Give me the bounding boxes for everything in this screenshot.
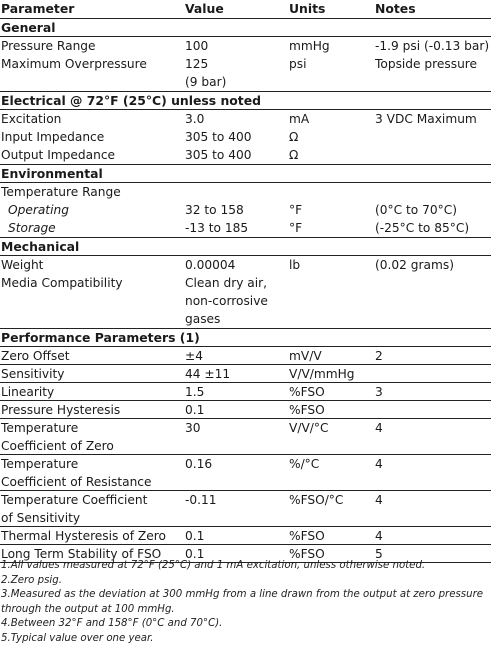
footnote: 1.All values measured at 72°F (25°C) and 1 mA excitation, unless otherwise noted. [1, 560, 426, 571]
section-header-row [0, 329, 491, 347]
table-row [0, 401, 491, 419]
parameter-cell: Thermal Hysteresis of Zero [1, 529, 166, 543]
temperature-operating-units: °F [289, 203, 303, 217]
temperature-operating-label: Operating [8, 203, 69, 217]
notes-cell: 3 VDC Maximum [375, 112, 477, 126]
section-title: Mechanical [1, 239, 80, 254]
notes-cell: 4 [375, 493, 383, 507]
notes-cell: (0.02 grams) [375, 258, 454, 272]
parameter-cell: Temperature Coefficient of Resistance [1, 457, 152, 489]
units-cell: mmHg psi [289, 39, 330, 71]
table-row [0, 455, 491, 491]
units-cell: %FSO [289, 529, 325, 543]
parameter-cell: Temperature Coefficient of Zero [1, 421, 114, 453]
value-cell: 0.16 [185, 457, 213, 471]
temperature-operating-value: 32 to 158 [185, 203, 244, 217]
notes-cell: 2 [375, 349, 383, 363]
section-header-row [0, 165, 491, 183]
section-title: Electrical @ 72°F (25°C) unless noted [1, 93, 261, 108]
footnote: 5.Typical value over one year. [1, 632, 154, 644]
temperature-storage-units: °F [289, 221, 303, 235]
value-cell: 0.1 [185, 403, 205, 417]
parameter-cell: Excitation Input Impedance Output Impedance [1, 112, 116, 162]
value-cell: 3.0 305 to 400 305 to 400 [185, 112, 252, 162]
table-row [0, 491, 491, 527]
table-row [0, 347, 491, 365]
section-title: Performance Parameters (1) [1, 330, 200, 345]
units-cell: mA Ω Ω [289, 112, 310, 162]
value-cell: 44 ±11 [185, 367, 231, 381]
table-row [0, 365, 491, 383]
parameter-cell: Zero Offset [1, 349, 70, 363]
value-cell: 1.5 [185, 385, 205, 399]
notes-cell: -1.9 psi (-0.13 bar) Topside pressure [375, 39, 490, 71]
temperature-storage-label: Storage [8, 221, 56, 235]
value-cell: 30 [185, 421, 201, 435]
table-header-row [0, 0, 491, 19]
section-header-row [0, 92, 491, 110]
table-row [0, 383, 491, 401]
footnote: 3.Measured as the deviation at 300 mmHg from a line drawn from the output at zero pressure through the output at 100 mmHg. [1, 589, 484, 615]
parameter-cell: Weight Media Compatibility [1, 258, 123, 290]
section-title: General [1, 20, 56, 35]
units-cell: %FSO [289, 385, 325, 399]
footnotes [1, 559, 490, 647]
notes-cell: 4 [375, 457, 383, 471]
parameter-cell: Pressure Hysteresis [1, 403, 121, 417]
parameter-cell: Pressure Range Maximum Overpressure [1, 39, 147, 71]
value-cell: 100 125 (9 bar) [185, 39, 227, 89]
temperature-storage-notes: (-25°C to 85°C) [375, 221, 470, 235]
value-cell: 0.1 [185, 547, 205, 561]
parameter-cell: Long Term Stability of FSO [1, 547, 162, 561]
section-header-row [0, 238, 491, 256]
units-cell: %FSO [289, 403, 325, 417]
parameter-cell: Temperature Range [1, 185, 121, 199]
value-cell: ±4 [185, 349, 203, 363]
value-cell: -0.11 [185, 493, 217, 507]
units-cell: V/V/°C [289, 421, 329, 435]
units-cell: V/V/mmHg [289, 367, 355, 381]
units-cell: %FSO [289, 547, 325, 561]
parameter-cell: Parameter [1, 1, 75, 16]
units-cell: %/°C [289, 457, 320, 471]
footnote: 2.Zero psig. [1, 574, 62, 586]
table-row [0, 110, 491, 165]
units-cell: lb [289, 258, 301, 272]
temperature-storage-value: -13 to 185 [185, 221, 249, 235]
value-cell: 0.00004 Clean dry air, non-corrosive gases [185, 258, 268, 326]
parameter-cell: Linearity [1, 385, 55, 399]
parameter-cell: Sensitivity [1, 367, 65, 381]
notes-cell: 3 [375, 385, 383, 399]
notes-cell: 5 [375, 547, 383, 561]
value-cell: Value [185, 1, 224, 16]
value-cell: 0.1 [185, 529, 205, 543]
units-cell: %FSO/°C [289, 493, 344, 507]
notes-cell: 4 [375, 529, 383, 543]
units-cell: mV/V [289, 349, 322, 363]
table-row [0, 37, 491, 92]
parameter-cell: Temperature Coefficient of Sensitivity [1, 493, 148, 525]
notes-cell: Notes [375, 1, 416, 16]
footnote: 4.Between 32°F and 158°F (0°C and 70°C). [1, 618, 223, 630]
section-title: Environmental [1, 166, 103, 181]
table-row [0, 183, 491, 238]
table-row [0, 527, 491, 545]
temperature-operating-notes: (0°C to 70°C) [375, 203, 457, 217]
notes-cell: 4 [375, 421, 383, 435]
table-row [0, 256, 491, 329]
table-row [0, 419, 491, 455]
units-cell: Units [289, 1, 326, 16]
section-header-row [0, 19, 491, 37]
